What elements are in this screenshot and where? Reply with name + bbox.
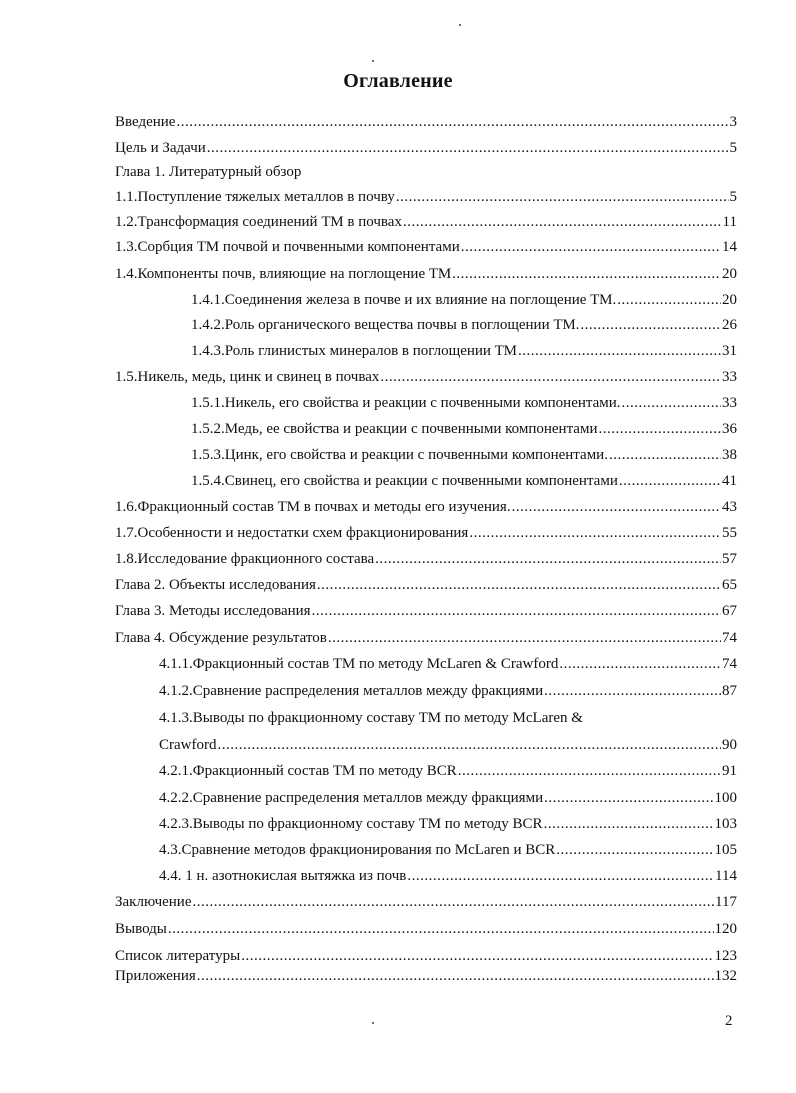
toc-entry[interactable] <box>115 893 737 911</box>
toc-entry-label: Введение <box>115 114 176 130</box>
toc-leader-dots <box>396 188 729 206</box>
toc-entry-page: 123 <box>714 948 737 964</box>
toc-entry-label: 1.5.1.Никель, его свойства и реакции с почвенными компонентами. <box>191 395 621 411</box>
toc-chapter-heading[interactable] <box>115 163 301 181</box>
toc-entry[interactable] <box>191 342 737 360</box>
toc-entry-page: 11 <box>722 214 737 230</box>
toc-leader-dots <box>599 420 722 438</box>
toc-entry-label: Выводы <box>115 921 167 937</box>
toc-entry-page: 33 <box>722 369 737 385</box>
toc-leader-dots <box>403 213 722 231</box>
toc-entry-page: 20 <box>722 292 737 308</box>
toc-entry-label: 1.7.Особенности и недостатки схем фракционирования <box>115 525 469 541</box>
toc-leader-dots <box>617 291 721 309</box>
toc-entry[interactable] <box>191 316 737 334</box>
toc-entry-label: Список литературы <box>115 948 241 964</box>
toc-leader-dots <box>197 967 714 985</box>
toc-entry-label: Заключение <box>115 894 192 910</box>
toc-entry-label: 4.2.1.Фракционный состав ТМ по методу BCR <box>159 763 457 779</box>
toc-leader-dots <box>458 762 721 780</box>
toc-entry-page: 36 <box>722 421 737 437</box>
toc-entry-label: 4.3.Сравнение методов фракционирования по McLaren и BCR <box>159 842 556 858</box>
toc-entry-label: Глава 3. Методы исследования <box>115 603 311 619</box>
toc-entry-page: 90 <box>722 737 737 753</box>
toc-entry[interactable] <box>115 920 737 938</box>
toc-entry-label: Crawford <box>159 737 217 753</box>
toc-entry-wrapped[interactable] <box>159 709 583 727</box>
toc-entry-label: 1.3.Сорбция ТМ почвой и почвенными компонентами <box>115 239 460 255</box>
toc-entry-page: 103 <box>714 816 737 832</box>
toc-leader-dots <box>609 446 721 464</box>
toc-leader-dots <box>544 682 721 700</box>
toc-entry-page: 65 <box>722 577 737 593</box>
toc-leader-dots <box>469 524 721 542</box>
toc-leader-dots <box>580 316 721 334</box>
toc-leader-dots <box>380 368 721 386</box>
toc-entry[interactable] <box>115 238 737 256</box>
toc-leader-dots <box>193 893 715 911</box>
toc-leader-dots <box>461 238 721 256</box>
toc-leader-dots <box>317 576 721 594</box>
toc-entry-page: 117 <box>715 894 737 910</box>
toc-entry-label: 4.4. 1 н. азотнокислая вытяжка из почв <box>159 868 407 884</box>
toc-entry[interactable] <box>115 524 737 542</box>
toc-entry-label: 1.4.2.Роль органического вещества почвы в поглощении ТМ. <box>191 317 580 333</box>
toc-entry-page: 3 <box>729 114 737 130</box>
page-title: Оглавление <box>343 70 453 92</box>
toc-entry[interactable] <box>191 472 737 490</box>
toc-entry-label: 1.5.2.Медь, ее свойства и реакции с почвенными компонентами <box>191 421 598 437</box>
toc-entry-label: 1.2.Трансформация соединений ТМ в почвах <box>115 214 402 230</box>
toc-entry-label: Глава 1. Литературный обзор <box>115 164 302 180</box>
toc-leader-dots <box>544 815 714 833</box>
toc-entry[interactable] <box>159 736 737 754</box>
toc-entry-page: 100 <box>714 790 737 806</box>
toc-leader-dots <box>544 789 713 807</box>
toc-entry[interactable] <box>159 789 737 807</box>
toc-entry[interactable] <box>191 446 737 464</box>
toc-entry[interactable] <box>159 841 737 859</box>
toc-entry[interactable] <box>115 576 737 594</box>
toc-entry[interactable] <box>115 602 737 620</box>
toc-entry-label: Глава 4. Обсуждение результатов <box>115 630 327 646</box>
toc-entry-label: 4.1.2.Сравнение распределения металлов между фракциями <box>159 683 544 699</box>
toc-entry[interactable] <box>115 113 737 131</box>
toc-entry-label: 1.4.Компоненты почв, влияющие на поглощение ТМ <box>115 266 452 282</box>
toc-entry-page: 38 <box>722 447 737 463</box>
toc-entry-page: 120 <box>714 921 737 937</box>
toc-entry-page: 55 <box>722 525 737 541</box>
toc-leader-dots <box>207 139 729 157</box>
toc-entry-page: 67 <box>722 603 737 619</box>
toc-entry-page: 105 <box>714 842 737 858</box>
toc-entry-page: 41 <box>722 473 737 489</box>
toc-entry-label: 4.2.2.Сравнение распределения металлов между фракциями <box>159 790 544 806</box>
page-number: 2 <box>725 1013 733 1029</box>
toc-entry-label: Глава 2. Объекты исследования <box>115 577 316 593</box>
toc-entry[interactable] <box>159 815 737 833</box>
toc-entry-label: Приложения <box>115 968 196 984</box>
toc-entry-page: 26 <box>722 317 737 333</box>
toc-entry-label: 1.5.3.Цинк, его свойства и реакции с почвенными компонентами. <box>191 447 608 463</box>
toc-entry-page: 5 <box>729 140 737 156</box>
toc-leader-dots <box>168 920 714 938</box>
toc-entry-label: 1.8.Исследование фракционного состава <box>115 551 375 567</box>
toc-entry-label: 1.1.Поступление тяжелых металлов в почву <box>115 189 395 205</box>
toc-entry[interactable] <box>115 498 737 516</box>
toc-entry-label: 1.6.Фракционный состав ТМ в почвах и методы его изучения. <box>115 499 511 515</box>
toc-entry[interactable] <box>115 368 737 386</box>
toc-entry-page: 20 <box>722 266 737 282</box>
toc-leader-dots <box>217 736 721 754</box>
toc-leader-dots <box>241 947 713 965</box>
toc-leader-dots <box>559 655 721 673</box>
toc-entry[interactable] <box>191 420 737 438</box>
toc-entry-label: 4.1.1.Фракционный состав ТМ по методу McLaren & Crawford <box>159 656 559 672</box>
toc-entry-page: 31 <box>722 343 737 359</box>
toc-entry-page: 74 <box>722 656 737 672</box>
toc-entry-label: 1.4.3.Роль глинистых минералов в поглощении ТМ <box>191 343 517 359</box>
toc-entry-label: Цель и Задачи <box>115 140 206 156</box>
toc-entry-label: 1.4.1.Соединения железа в почве и их влияние на поглощение ТМ. <box>191 292 617 308</box>
toc-entry-label: 4.1.3.Выводы по фракционному составу ТМ по методу McLaren & <box>159 710 583 726</box>
toc-entry[interactable] <box>115 550 737 568</box>
toc-entry[interactable] <box>159 762 737 780</box>
toc-entry[interactable] <box>115 629 737 647</box>
toc-entry-label: 1.5.Никель, медь, цинк и свинец в почвах <box>115 369 380 385</box>
toc-entry[interactable] <box>159 682 737 700</box>
toc-entry-page: 114 <box>715 868 737 884</box>
toc-leader-dots <box>407 867 714 885</box>
toc-entry-page: 132 <box>714 968 737 984</box>
toc-leader-dots <box>512 498 721 516</box>
toc-leader-dots <box>328 629 721 647</box>
toc-leader-dots <box>452 265 721 283</box>
toc-entry[interactable] <box>115 213 737 231</box>
toc-leader-dots <box>375 550 721 568</box>
toc-entry[interactable] <box>159 867 737 885</box>
toc-entry[interactable] <box>115 188 737 206</box>
toc-leader-dots <box>556 841 713 859</box>
toc-entry[interactable] <box>191 291 737 309</box>
toc-entry[interactable] <box>115 265 737 283</box>
toc-entry-page: 14 <box>722 239 737 255</box>
toc-leader-dots <box>312 602 721 620</box>
toc-entry[interactable] <box>115 967 737 985</box>
toc-leader-dots <box>518 342 721 360</box>
toc-entry[interactable] <box>115 139 737 157</box>
toc-leader-dots <box>619 472 721 490</box>
toc-entry[interactable] <box>159 655 737 673</box>
toc-leader-dots <box>622 394 721 412</box>
toc-entry[interactable] <box>115 947 737 965</box>
toc-entry-label: 4.2.3.Выводы по фракционному составу ТМ по методу BCR <box>159 816 543 832</box>
toc-entry-label: 1.5.4.Свинец, его свойства и реакции с почвенными компонентами <box>191 473 618 489</box>
toc-leader-dots <box>176 113 728 131</box>
toc-entry[interactable] <box>191 394 737 412</box>
toc-entry-page: 57 <box>722 551 737 567</box>
toc-entry-page: 91 <box>722 763 737 779</box>
toc-entry-page: 5 <box>729 189 737 205</box>
toc-entry-page: 74 <box>722 630 737 646</box>
toc-entry-page: 43 <box>722 499 737 515</box>
toc-entry-page: 87 <box>722 683 737 699</box>
toc-entry-page: 33 <box>722 395 737 411</box>
